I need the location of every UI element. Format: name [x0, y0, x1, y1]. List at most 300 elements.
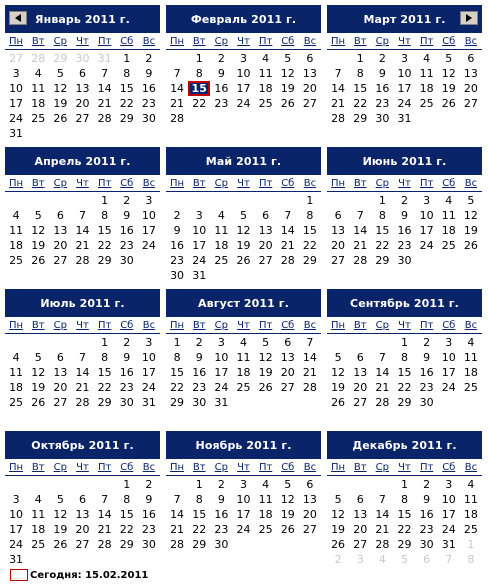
- day-cell[interactable]: 27: [75, 112, 90, 125]
- day-cell[interactable]: 7: [78, 209, 86, 222]
- day-cell[interactable]: 29: [397, 396, 412, 409]
- day-cell[interactable]: 23: [141, 523, 156, 536]
- day-cell[interactable]: 1: [123, 52, 131, 65]
- day-cell[interactable]: 3: [12, 67, 20, 80]
- day-cell[interactable]: 10: [9, 82, 24, 95]
- day-cell[interactable]: 26: [258, 381, 273, 394]
- day-cell[interactable]: 26: [53, 538, 68, 551]
- day-cell[interactable]: 22: [397, 381, 412, 394]
- day-cell[interactable]: 20: [258, 239, 273, 252]
- day-cell[interactable]: 23: [214, 97, 229, 110]
- day-cell[interactable]: 21: [170, 523, 185, 536]
- day-cell[interactable]: 22: [302, 239, 317, 252]
- day-cell[interactable]: 28: [97, 538, 112, 551]
- day-cell[interactable]: 8: [101, 351, 109, 364]
- day-cell[interactable]: 1: [195, 52, 203, 65]
- day-cell[interactable]: 9: [400, 209, 408, 222]
- day-cell[interactable]: 5: [467, 194, 475, 207]
- day-cell[interactable]: 31: [214, 396, 229, 409]
- day-cell[interactable]: 4: [34, 493, 42, 506]
- day-cell[interactable]: 17: [9, 523, 24, 536]
- day-cell[interactable]: 25: [9, 254, 24, 267]
- day-cell[interactable]: 23: [141, 97, 156, 110]
- day-cell[interactable]: 10: [214, 351, 229, 364]
- day-cell[interactable]: 10: [236, 493, 251, 506]
- day-cell[interactable]: 3: [145, 336, 153, 349]
- day-cell[interactable]: 27: [75, 538, 90, 551]
- day-cell[interactable]: 18: [441, 224, 456, 237]
- day-cell[interactable]: 29: [119, 112, 134, 125]
- day-cell[interactable]: 30: [141, 112, 156, 125]
- day-cell[interactable]: 3: [445, 336, 453, 349]
- day-cell[interactable]: 27: [258, 254, 273, 267]
- day-cell[interactable]: 25: [463, 381, 478, 394]
- day-cell[interactable]: 22: [192, 523, 207, 536]
- day-cell[interactable]: 20: [302, 82, 317, 95]
- day-cell[interactable]: 26: [280, 523, 295, 536]
- day-cell[interactable]: 10: [192, 224, 207, 237]
- day-cell[interactable]: 14: [375, 508, 390, 521]
- day-cell[interactable]: 6: [56, 209, 64, 222]
- day-cell[interactable]: 16: [119, 366, 134, 379]
- day-cell[interactable]: 6: [56, 351, 64, 364]
- day-cell[interactable]: 16: [192, 366, 207, 379]
- day-cell[interactable]: 21: [331, 97, 346, 110]
- day-cell[interactable]: 17: [397, 82, 412, 95]
- day-cell[interactable]: 2: [217, 478, 225, 491]
- prev-month-button[interactable]: [9, 11, 27, 25]
- day-cell[interactable]: 19: [331, 381, 346, 394]
- day-cell[interactable]: 17: [441, 366, 456, 379]
- day-cell[interactable]: 9: [123, 351, 131, 364]
- day-cell[interactable]: 8: [306, 209, 314, 222]
- day-cell[interactable]: 3: [217, 336, 225, 349]
- other-month-day-cell[interactable]: 31: [97, 52, 112, 65]
- day-cell[interactable]: 19: [463, 224, 478, 237]
- day-cell[interactable]: 17: [192, 239, 207, 252]
- day-cell[interactable]: 12: [31, 224, 46, 237]
- day-cell[interactable]: 2: [217, 52, 225, 65]
- day-cell[interactable]: 24: [419, 239, 434, 252]
- day-cell[interactable]: 24: [441, 523, 456, 536]
- day-cell[interactable]: 14: [331, 82, 346, 95]
- day-cell[interactable]: 7: [378, 351, 386, 364]
- day-cell[interactable]: 7: [101, 67, 109, 80]
- day-cell[interactable]: 31: [9, 553, 24, 566]
- day-cell[interactable]: 30: [141, 538, 156, 551]
- day-cell[interactable]: 18: [419, 82, 434, 95]
- day-cell[interactable]: 4: [445, 194, 453, 207]
- day-cell[interactable]: 16: [375, 82, 390, 95]
- day-cell[interactable]: 3: [445, 478, 453, 491]
- day-cell[interactable]: 5: [239, 209, 247, 222]
- day-cell[interactable]: 18: [258, 82, 273, 95]
- day-cell[interactable]: 30: [419, 396, 434, 409]
- day-cell[interactable]: 24: [9, 538, 24, 551]
- day-cell[interactable]: 26: [53, 112, 68, 125]
- day-cell[interactable]: 1: [101, 194, 109, 207]
- day-cell[interactable]: 1: [195, 478, 203, 491]
- day-cell[interactable]: 30: [170, 269, 185, 282]
- day-cell[interactable]: 7: [378, 493, 386, 506]
- day-cell[interactable]: 6: [284, 336, 292, 349]
- day-cell[interactable]: 5: [284, 52, 292, 65]
- day-cell[interactable]: 21: [280, 239, 295, 252]
- day-cell[interactable]: 11: [31, 82, 46, 95]
- day-cell[interactable]: 15: [302, 224, 317, 237]
- day-cell[interactable]: 2: [423, 478, 431, 491]
- day-cell[interactable]: 10: [9, 508, 24, 521]
- day-cell[interactable]: 1: [306, 194, 314, 207]
- day-cell[interactable]: 21: [375, 381, 390, 394]
- day-cell[interactable]: 5: [334, 493, 342, 506]
- day-cell[interactable]: 26: [331, 538, 346, 551]
- day-cell[interactable]: 10: [397, 67, 412, 80]
- day-cell[interactable]: 30: [375, 112, 390, 125]
- other-month-day-cell[interactable]: 28: [31, 52, 46, 65]
- day-cell[interactable]: 10: [441, 493, 456, 506]
- day-cell[interactable]: 7: [356, 209, 364, 222]
- day-cell[interactable]: 9: [123, 209, 131, 222]
- day-cell[interactable]: 13: [75, 508, 90, 521]
- day-cell[interactable]: 26: [280, 97, 295, 110]
- day-cell[interactable]: 8: [400, 493, 408, 506]
- day-cell[interactable]: 11: [441, 209, 456, 222]
- day-cell[interactable]: 4: [34, 67, 42, 80]
- day-cell[interactable]: 11: [463, 493, 478, 506]
- day-cell[interactable]: 24: [397, 97, 412, 110]
- day-cell[interactable]: 3: [400, 52, 408, 65]
- day-cell[interactable]: 12: [31, 366, 46, 379]
- day-cell[interactable]: 27: [53, 396, 68, 409]
- day-cell[interactable]: 14: [97, 82, 112, 95]
- day-cell[interactable]: 13: [280, 351, 295, 364]
- day-cell[interactable]: 2: [400, 194, 408, 207]
- day-cell[interactable]: 27: [53, 254, 68, 267]
- day-cell[interactable]: 16: [214, 82, 229, 95]
- other-month-day-cell[interactable]: 8: [467, 553, 475, 566]
- day-cell[interactable]: 16: [419, 508, 434, 521]
- day-cell[interactable]: 30: [214, 538, 229, 551]
- day-cell[interactable]: 2: [145, 478, 153, 491]
- day-cell[interactable]: 24: [214, 381, 229, 394]
- day-cell[interactable]: 17: [141, 366, 156, 379]
- day-cell[interactable]: 26: [236, 254, 251, 267]
- day-cell[interactable]: 30: [119, 254, 134, 267]
- day-cell[interactable]: 28: [375, 538, 390, 551]
- day-cell[interactable]: 4: [12, 209, 20, 222]
- day-cell[interactable]: 2: [423, 336, 431, 349]
- day-cell[interactable]: 30: [119, 396, 134, 409]
- day-cell[interactable]: 29: [397, 538, 412, 551]
- day-cell[interactable]: 19: [31, 381, 46, 394]
- day-cell[interactable]: 11: [9, 366, 24, 379]
- day-cell[interactable]: 6: [262, 209, 270, 222]
- day-cell[interactable]: 29: [170, 396, 185, 409]
- day-cell[interactable]: 27: [302, 97, 317, 110]
- day-cell[interactable]: 9: [173, 224, 181, 237]
- day-cell[interactable]: 26: [441, 97, 456, 110]
- day-cell[interactable]: 1: [173, 336, 181, 349]
- day-cell[interactable]: 11: [419, 67, 434, 80]
- day-cell[interactable]: 27: [280, 381, 295, 394]
- day-cell[interactable]: 15: [97, 366, 112, 379]
- day-cell[interactable]: 5: [262, 336, 270, 349]
- day-cell[interactable]: 14: [302, 351, 317, 364]
- day-cell[interactable]: 11: [214, 224, 229, 237]
- day-cell[interactable]: 28: [353, 254, 368, 267]
- day-cell[interactable]: 30: [397, 254, 412, 267]
- day-cell[interactable]: 28: [375, 396, 390, 409]
- day-cell[interactable]: 15: [97, 224, 112, 237]
- other-month-day-cell[interactable]: 5: [400, 553, 408, 566]
- day-cell[interactable]: 20: [353, 523, 368, 536]
- day-cell[interactable]: 11: [236, 351, 251, 364]
- day-cell[interactable]: 17: [141, 224, 156, 237]
- day-cell[interactable]: 16: [141, 508, 156, 521]
- day-cell[interactable]: 13: [331, 224, 346, 237]
- day-cell[interactable]: 18: [9, 239, 24, 252]
- day-cell[interactable]: 20: [75, 523, 90, 536]
- other-month-day-cell[interactable]: 29: [53, 52, 68, 65]
- day-cell[interactable]: 26: [31, 396, 46, 409]
- day-cell[interactable]: 29: [119, 538, 134, 551]
- day-cell[interactable]: 2: [173, 209, 181, 222]
- day-cell[interactable]: 4: [12, 351, 20, 364]
- day-cell[interactable]: 22: [119, 97, 134, 110]
- day-cell[interactable]: 10: [141, 209, 156, 222]
- day-cell[interactable]: 18: [258, 508, 273, 521]
- day-cell[interactable]: 5: [34, 351, 42, 364]
- day-cell[interactable]: 14: [97, 508, 112, 521]
- day-cell[interactable]: 12: [441, 67, 456, 80]
- day-cell[interactable]: 25: [236, 381, 251, 394]
- day-cell[interactable]: 13: [353, 366, 368, 379]
- day-cell[interactable]: 23: [419, 523, 434, 536]
- day-cell[interactable]: 7: [334, 67, 342, 80]
- day-cell[interactable]: 20: [280, 366, 295, 379]
- day-cell[interactable]: 23: [397, 239, 412, 252]
- day-cell[interactable]: 29: [375, 254, 390, 267]
- day-cell[interactable]: 28: [302, 381, 317, 394]
- day-cell[interactable]: 10: [441, 351, 456, 364]
- other-month-day-cell[interactable]: 7: [445, 553, 453, 566]
- day-cell[interactable]: 28: [331, 112, 346, 125]
- day-cell[interactable]: 9: [217, 67, 225, 80]
- day-cell[interactable]: 9: [195, 351, 203, 364]
- day-cell[interactable]: 3: [145, 194, 153, 207]
- day-cell[interactable]: 29: [302, 254, 317, 267]
- day-cell[interactable]: 1: [101, 336, 109, 349]
- day-cell[interactable]: 25: [9, 396, 24, 409]
- other-month-day-cell[interactable]: 6: [423, 553, 431, 566]
- day-cell[interactable]: 9: [145, 67, 153, 80]
- day-cell[interactable]: 8: [173, 351, 181, 364]
- day-cell[interactable]: 20: [53, 381, 68, 394]
- day-cell[interactable]: 21: [302, 366, 317, 379]
- day-cell[interactable]: 22: [375, 239, 390, 252]
- day-cell[interactable]: 1: [378, 194, 386, 207]
- day-cell[interactable]: 21: [353, 239, 368, 252]
- day-cell[interactable]: 9: [217, 493, 225, 506]
- day-cell[interactable]: 16: [119, 224, 134, 237]
- day-cell[interactable]: 24: [236, 97, 251, 110]
- day-cell[interactable]: 5: [56, 493, 64, 506]
- day-cell[interactable]: 12: [463, 209, 478, 222]
- day-cell[interactable]: 25: [258, 97, 273, 110]
- day-cell[interactable]: 16: [397, 224, 412, 237]
- day-cell[interactable]: 22: [119, 523, 134, 536]
- day-cell[interactable]: 29: [353, 112, 368, 125]
- day-cell[interactable]: 23: [192, 381, 207, 394]
- day-cell[interactable]: 6: [78, 67, 86, 80]
- day-cell[interactable]: 19: [31, 239, 46, 252]
- day-cell[interactable]: 6: [78, 493, 86, 506]
- day-cell[interactable]: 31: [441, 538, 456, 551]
- day-cell[interactable]: 5: [334, 351, 342, 364]
- day-cell[interactable]: 8: [356, 67, 364, 80]
- day-cell[interactable]: 18: [214, 239, 229, 252]
- day-cell[interactable]: 17: [9, 97, 24, 110]
- day-cell[interactable]: 31: [397, 112, 412, 125]
- day-cell[interactable]: 13: [258, 224, 273, 237]
- day-cell[interactable]: 4: [239, 336, 247, 349]
- day-cell[interactable]: 27: [331, 254, 346, 267]
- day-cell[interactable]: 7: [173, 493, 181, 506]
- day-cell[interactable]: 31: [192, 269, 207, 282]
- other-month-day-cell[interactable]: 30: [75, 52, 90, 65]
- day-cell[interactable]: 29: [192, 538, 207, 551]
- day-cell[interactable]: 25: [31, 538, 46, 551]
- day-cell[interactable]: 27: [302, 523, 317, 536]
- day-cell[interactable]: 20: [75, 97, 90, 110]
- day-cell[interactable]: 26: [31, 254, 46, 267]
- day-cell[interactable]: 1: [400, 478, 408, 491]
- day-cell[interactable]: 6: [306, 478, 314, 491]
- day-cell[interactable]: 23: [119, 381, 134, 394]
- day-cell[interactable]: 7: [284, 209, 292, 222]
- day-cell[interactable]: 12: [280, 493, 295, 506]
- day-cell[interactable]: 29: [97, 254, 112, 267]
- day-cell[interactable]: 4: [262, 478, 270, 491]
- day-cell[interactable]: 8: [378, 209, 386, 222]
- day-cell[interactable]: 20: [331, 239, 346, 252]
- day-cell[interactable]: 19: [280, 508, 295, 521]
- day-cell[interactable]: 24: [9, 112, 24, 125]
- day-cell[interactable]: 13: [302, 493, 317, 506]
- day-cell[interactable]: 14: [170, 82, 185, 95]
- day-cell[interactable]: 12: [236, 224, 251, 237]
- day-cell[interactable]: 22: [192, 97, 207, 110]
- day-cell[interactable]: 12: [53, 82, 68, 95]
- day-cell[interactable]: 27: [463, 97, 478, 110]
- day-cell[interactable]: 28: [280, 254, 295, 267]
- day-cell[interactable]: 9: [378, 67, 386, 80]
- today-label[interactable]: Сегодня: 15.02.2011: [30, 569, 149, 581]
- day-cell[interactable]: 23: [419, 381, 434, 394]
- other-month-day-cell[interactable]: 27: [9, 52, 24, 65]
- day-cell[interactable]: 14: [170, 508, 185, 521]
- other-month-day-cell[interactable]: 2: [334, 553, 342, 566]
- day-cell[interactable]: 5: [34, 209, 42, 222]
- day-cell[interactable]: 19: [53, 523, 68, 536]
- day-cell[interactable]: 28: [75, 254, 90, 267]
- day-cell[interactable]: 26: [331, 396, 346, 409]
- day-cell[interactable]: 25: [441, 239, 456, 252]
- day-cell[interactable]: 9: [423, 351, 431, 364]
- day-cell[interactable]: 7: [78, 351, 86, 364]
- day-cell[interactable]: 19: [280, 82, 295, 95]
- day-cell[interactable]: 12: [331, 366, 346, 379]
- day-cell[interactable]: 27: [353, 396, 368, 409]
- day-cell[interactable]: 1: [123, 478, 131, 491]
- day-cell[interactable]: 31: [9, 127, 24, 140]
- day-cell[interactable]: 4: [467, 478, 475, 491]
- other-month-day-cell[interactable]: 3: [356, 553, 364, 566]
- day-cell[interactable]: 14: [353, 224, 368, 237]
- day-cell[interactable]: 4: [467, 336, 475, 349]
- day-cell[interactable]: 6: [467, 52, 475, 65]
- day-cell[interactable]: 1: [356, 52, 364, 65]
- day-cell[interactable]: 23: [170, 254, 185, 267]
- day-cell[interactable]: 23: [214, 523, 229, 536]
- day-cell[interactable]: 10: [236, 67, 251, 80]
- day-cell[interactable]: 22: [97, 381, 112, 394]
- day-cell[interactable]: 6: [356, 493, 364, 506]
- day-cell[interactable]: 20: [353, 381, 368, 394]
- day-cell[interactable]: 8: [101, 209, 109, 222]
- day-cell[interactable]: 16: [419, 366, 434, 379]
- day-cell[interactable]: 2: [195, 336, 203, 349]
- day-cell[interactable]: 28: [75, 396, 90, 409]
- day-cell[interactable]: 15: [119, 82, 134, 95]
- day-cell[interactable]: 24: [141, 381, 156, 394]
- day-cell[interactable]: 10: [419, 209, 434, 222]
- day-cell[interactable]: 12: [258, 351, 273, 364]
- day-cell[interactable]: 5: [284, 478, 292, 491]
- day-cell[interactable]: 8: [123, 67, 131, 80]
- day-cell[interactable]: 2: [145, 52, 153, 65]
- day-cell[interactable]: 8: [195, 493, 203, 506]
- day-cell[interactable]: 18: [9, 381, 24, 394]
- day-cell[interactable]: 8: [123, 493, 131, 506]
- day-cell[interactable]: 14: [75, 224, 90, 237]
- day-cell[interactable]: 13: [463, 67, 478, 80]
- day-cell[interactable]: 19: [441, 82, 456, 95]
- day-cell[interactable]: 13: [302, 67, 317, 80]
- day-cell[interactable]: 18: [31, 97, 46, 110]
- day-cell[interactable]: 19: [236, 239, 251, 252]
- day-cell[interactable]: 24: [441, 381, 456, 394]
- day-cell[interactable]: 15: [397, 366, 412, 379]
- day-cell[interactable]: 2: [378, 52, 386, 65]
- day-cell[interactable]: 18: [463, 508, 478, 521]
- day-cell[interactable]: 17: [214, 366, 229, 379]
- day-cell[interactable]: 23: [375, 97, 390, 110]
- day-cell[interactable]: 19: [258, 366, 273, 379]
- day-cell[interactable]: 7: [173, 67, 181, 80]
- day-cell[interactable]: 14: [75, 366, 90, 379]
- day-cell[interactable]: 22: [170, 381, 185, 394]
- day-cell[interactable]: 6: [306, 52, 314, 65]
- day-cell[interactable]: 11: [9, 224, 24, 237]
- day-cell[interactable]: 4: [262, 52, 270, 65]
- day-cell[interactable]: 22: [97, 239, 112, 252]
- day-cell[interactable]: 26: [463, 239, 478, 252]
- day-cell[interactable]: 21: [375, 523, 390, 536]
- day-cell[interactable]: 18: [31, 523, 46, 536]
- day-cell[interactable]: 11: [31, 508, 46, 521]
